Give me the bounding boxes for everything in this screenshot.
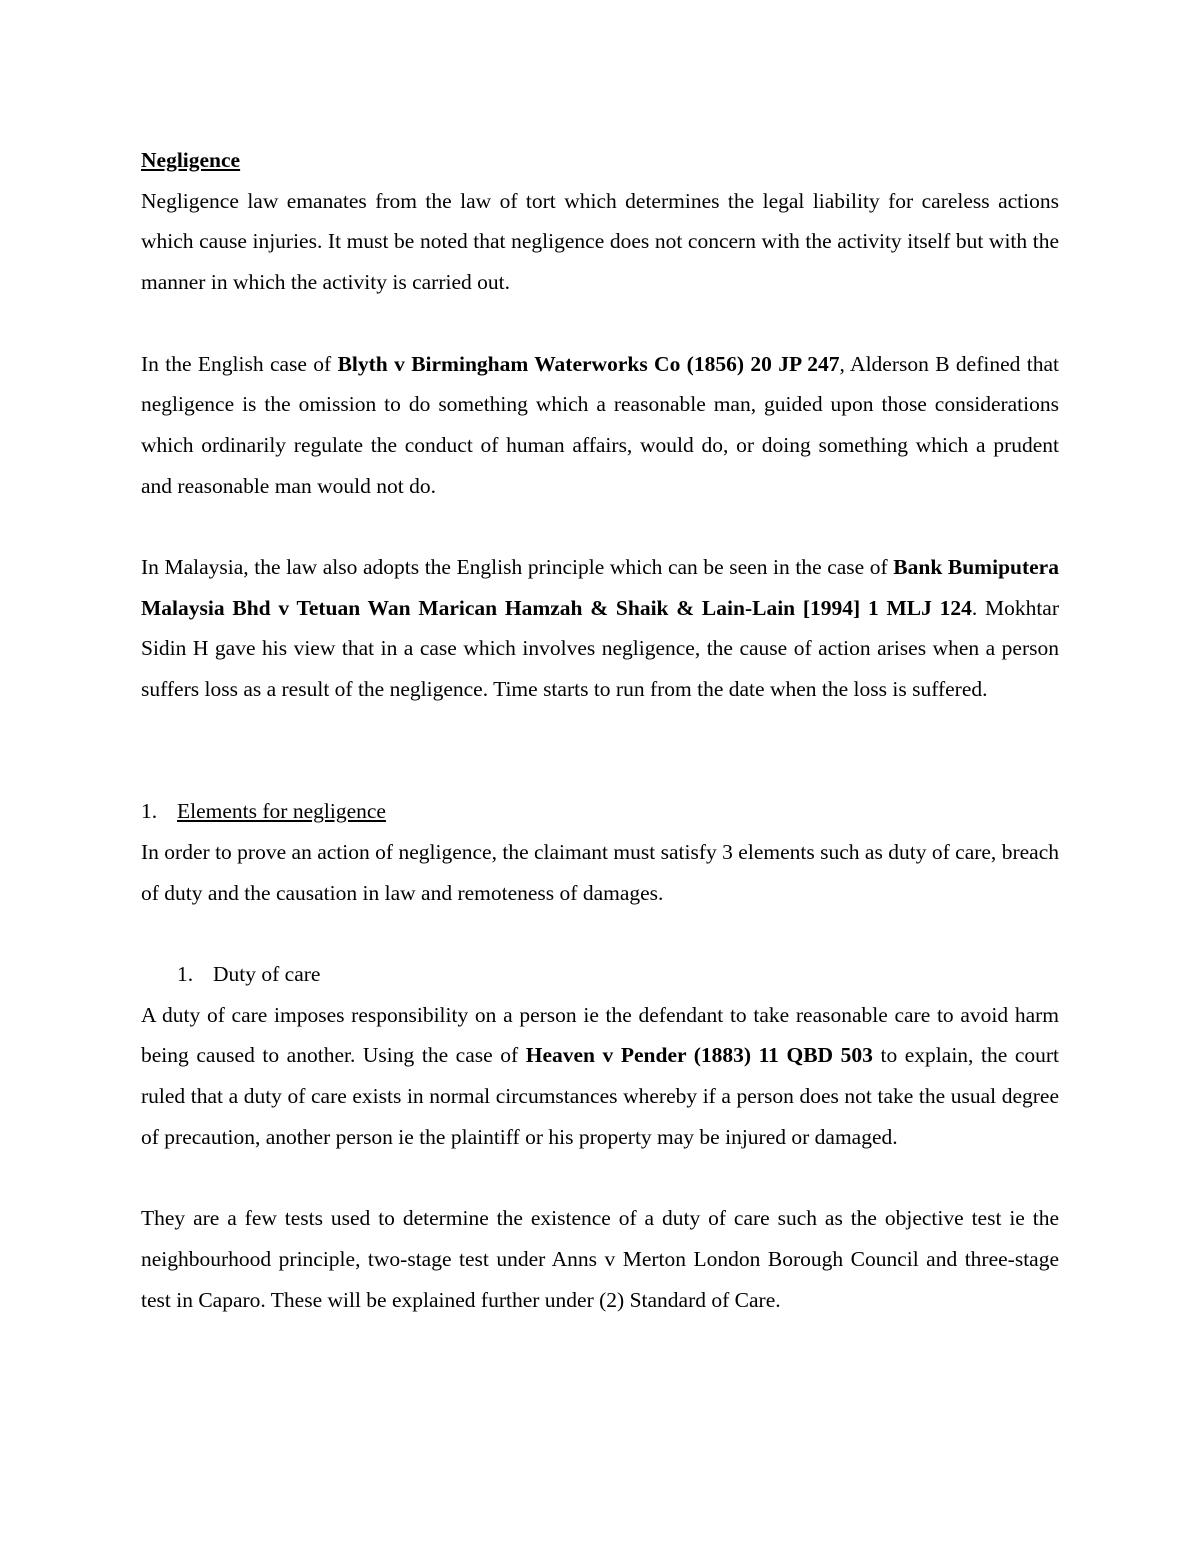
malaysia-case-citation: Bank Bumiputera Malaysia Bhd v Tetuan Wan Marican Hamzah & Shaik & Lain-Lain [1994] 1 MLJ 124 (141, 555, 1059, 620)
section-heading-elements (141, 791, 1059, 832)
subsection-heading-duty-of-care (141, 954, 1059, 995)
blyth-pre: In the English case of (141, 351, 338, 376)
elements-paragraph: In order to prove an action of negligence, the claimant must satisfy 3 elements such as duty of care, breach of duty and the causation in law and remoteness of damages. (141, 839, 1059, 905)
heaven-case-citation: Heaven v Pender (1883) 11 QBD 503 (525, 1043, 873, 1068)
duty-of-care-paragraph (141, 995, 1059, 1158)
subsection-number: 1. (177, 962, 194, 986)
spacer (141, 913, 1059, 954)
document-page (141, 140, 1059, 1320)
blyth-case-citation: Blyth v Birmingham Waterworks Co (1856) 20 JP 247 (337, 351, 840, 376)
spacer (141, 710, 1059, 791)
subsection-title: Duty of care (213, 962, 321, 986)
tests-paragraph: They are a few tests used to determine the existence of a duty of care such as the objective test ie the neighbourhood principle, two-stage test under Anns v Merton London Borough Council and three-stage test in Caparo. These will be explained further under (2) Standard of Care. (141, 1206, 1059, 1312)
duty-pre: A duty of care imposes responsibility on a person ie the defendant to take reasonable care to avoid harm being caused to another. Using the case of (141, 1002, 1059, 1068)
blyth-paragraph (141, 344, 1059, 507)
intro-paragraph: Negligence law emanates from the law of tort which determines the legal liability for careless actions which cause injuries. It must be noted that negligence does not concern with the activity itself but with the manner in which the activity is carried out. (141, 188, 1059, 295)
section-number: 1. (141, 799, 158, 824)
document-title: Negligence (141, 148, 241, 172)
spacer (141, 506, 1059, 547)
malaysia-post: . Mokhtar Sidin H gave his view that in a case which involves negligence, the cause of action arises when a person suffers loss as a result of the negligence. Time starts to run from the date when the loss is suffered. (141, 595, 1059, 702)
blyth-post: , Alderson B defined that negligence is the omission to do something which a reasonable man, guided upon those considerations which ordinarily regulate the conduct of human affairs, would do, or doing something which a prudent and reasonable man would not do. (141, 351, 1059, 498)
malaysia-paragraph (141, 547, 1059, 710)
spacer (141, 1158, 1059, 1199)
duty-post: to explain, the court ruled that a duty of care exists in normal circumstances whereby if a person does not take the usual degree of precaution, another person ie the plaintiff or his property may be injured or damaged. (141, 1043, 1059, 1149)
spacer (141, 303, 1059, 344)
section-title: Elements for negligence (177, 799, 386, 824)
malaysia-pre: In Malaysia, the law also adopts the English principle which can be seen in the case of (141, 555, 894, 579)
